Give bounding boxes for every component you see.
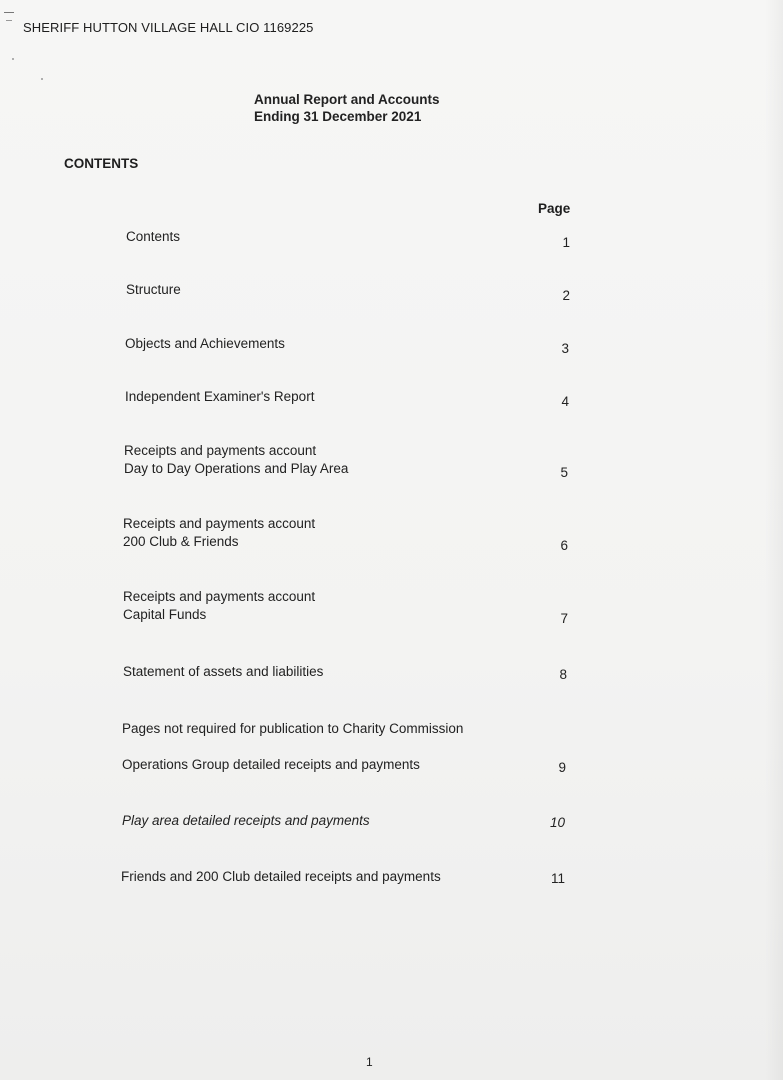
toc-entry-sublabel: Day to Day Operations and Play Area — [124, 461, 349, 476]
toc-page-number: 7 — [560, 611, 568, 626]
toc-entry-play-area-detail — [122, 812, 370, 830]
toc-entry-assets-liabilities — [123, 663, 323, 681]
scan-artifact — [4, 12, 14, 16]
not-required-note: Pages not required for publication to Charity Commission — [122, 721, 464, 736]
toc-page-number: 6 — [560, 538, 568, 553]
toc-entry-label: Operations Group detailed receipts and payments — [122, 757, 420, 772]
report-title-line2: Ending 31 December 2021 — [254, 109, 422, 124]
toc-entry-sublabel: 200 Club & Friends — [123, 534, 239, 549]
toc-entry-friends-detail — [121, 868, 441, 886]
toc-page-number: 2 — [562, 288, 570, 303]
page-column-header: Page — [538, 201, 571, 216]
scan-artifact — [6, 20, 12, 21]
report-title — [254, 91, 440, 125]
scan-artifact — [41, 78, 43, 80]
toc-page-number: 3 — [561, 341, 569, 356]
toc-entry-operations-detail — [122, 756, 420, 774]
toc-entry-examiner-report — [125, 388, 314, 406]
toc-entry-receipts-operations — [124, 442, 348, 478]
charity-header: SHERIFF HUTTON VILLAGE HALL CIO 1169225 — [23, 20, 314, 35]
toc-entry-label: Play area detailed receipts and payments — [122, 813, 370, 828]
toc-page-number: 8 — [559, 667, 567, 682]
toc-page-number: 4 — [561, 394, 569, 409]
toc-entry-label: Receipts and payments account — [124, 443, 317, 458]
toc-entry-objects — [125, 335, 285, 353]
toc-entry-label: Receipts and payments account — [123, 516, 316, 531]
toc-entry-structure — [126, 281, 181, 299]
toc-entry-sublabel: Capital Funds — [123, 607, 207, 622]
page-edge-shadow — [765, 0, 783, 1080]
scan-artifact — [12, 58, 14, 60]
toc-page-number: 9 — [558, 760, 566, 775]
toc-page-number: 10 — [549, 815, 565, 830]
report-title-line1: Annual Report and Accounts — [254, 92, 440, 107]
toc-entry-label: Receipts and payments account — [123, 589, 316, 604]
toc-page-number: 11 — [550, 871, 565, 886]
toc-entry-label: Independent Examiner's Report — [125, 389, 315, 404]
toc-page-number: 1 — [562, 235, 570, 250]
toc-entry-label: Contents — [126, 229, 181, 244]
toc-entry-receipts-capital — [123, 588, 315, 624]
toc-entry-label: Friends and 200 Club detailed receipts and payments — [121, 869, 441, 884]
contents-heading: CONTENTS — [64, 156, 139, 171]
toc-page-number: 5 — [560, 465, 568, 480]
toc-entry-label: Objects and Achievements — [125, 336, 285, 351]
footer-page-number: 1 — [366, 1055, 373, 1069]
toc-entry-label: Structure — [126, 282, 181, 297]
toc-entry-label: Statement of assets and liabilities — [123, 664, 324, 679]
toc-entry-receipts-200-club — [123, 515, 315, 551]
toc-entry-contents — [126, 228, 180, 246]
